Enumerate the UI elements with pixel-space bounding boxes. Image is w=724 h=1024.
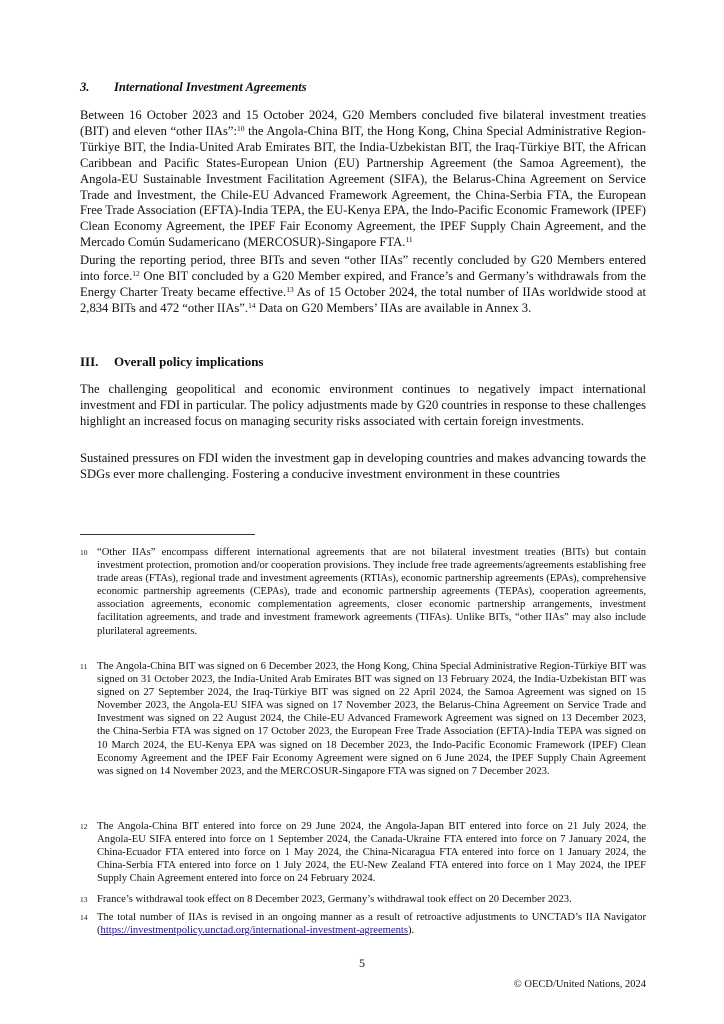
text-run: ). <box>407 925 415 937</box>
text-run: Between 16 October 2023 and 15 October 2024, G20 Members concluded five bilateral investment treaties (BIT) and eleven “other IIAs”: <box>80 108 646 138</box>
copyright-notice: © OECD/United Nations, 2024 <box>513 979 646 990</box>
paragraph-iias-entered-force <box>80 253 646 317</box>
footnote-text: France’s withdrawal took effect on 8 December 2023, Germany’s withdrawal took effect on 20 December 2023. <box>97 894 572 905</box>
text-run: the Angola-China BIT, the Hong Kong, China Special Administrative Region-Türkiye BIT, the India-United Arab Emirates BIT, the India-Uzbekistan BIT, the Iraq-Türkiye BIT, the African Caribbean and Pacific States-European Union (EU) Partnership Agreement (the Samoa Agreement), the Angola-EU Sustainable Investment Facilitation Agreement (SIFA), the Belarus-China Agreement on Service Trade and Investment, the Chile-EU Advanced Framework Agreement, the China-Serbia FTA, the European Free Trade Association (EFTA)-India TEPA, the EU-Kenya EPA, the Indo-Pacific Economic Framework (IPEF) Clean Economy Agreement, the IPEF Fair Economy Agreement, the IPEF Supply Chain Agreement, and the Mercado Común Sudamericano (MERCOSUR)-Singapore FTA. <box>80 123 646 250</box>
footnote-14 <box>80 911 646 937</box>
paragraph-iias-concluded <box>80 108 646 251</box>
text-run: During the reporting period, three BITs and seven “other IIAs” recently concluded by G20 Members entered into force. <box>80 253 646 283</box>
footnote-mark: 10 <box>80 548 88 557</box>
footnote-12 <box>80 820 646 885</box>
footnote-text: The Angola-China BIT entered into force on 29 June 2024, the Angola-Japan BIT entered into force on 21 July 2024, the Angola-EU SIFA entered into force on 1 September 2024, the Canada-Ukraine FTA entered into force on 7 January 2024, the China-Ecuador FTA entered into force on 1 May 2024, the China-Nicaragua FTA entered into force on 1 January 2024, the China-Serbia FTA entered into force on 1 July 2024, the EU-New Zealand FTA entered into force on 1 May 2024, the IPEF Supply Chain Agreement entered into force on 24 February 2024. <box>97 821 646 885</box>
paragraph-policy-environment: The challenging geopolitical and economic environment continues to negatively impact international investment and FDI in particular. The policy adjustments made by G20 countries in response to these challenges highlight an increased focus on managing security risks associated with certain foreign investments. <box>80 382 647 428</box>
footnote-10 <box>80 546 646 638</box>
text-run: Data on G20 Members’ IIAs are available in Annex 3. <box>255 300 532 315</box>
footnote-11 <box>80 660 646 778</box>
footnote-mark: 12 <box>80 822 88 831</box>
section-title: Overall policy implications <box>114 354 264 369</box>
footnote-mark: 13 <box>80 895 88 904</box>
section-heading-3 <box>80 80 307 95</box>
footnote-ref-13[interactable]: 13 <box>286 284 294 294</box>
footnote-mark: 14 <box>80 913 88 922</box>
footnote-text: The Angola-China BIT was signed on 6 December 2023, the Hong Kong, China Special Administrative Region-Türkiye BIT was signed on 31 October 2023, the India-United Arab Emirates BIT was signed on 13 February 2024, the India-Uzbekistan BIT was signed on 27 September 2024, the Iraq-Türkiye BIT was signed on 22 April 2024, the Samoa Agreement was signed on 15 November 2023, the Angola-EU SIFA was signed on 17 November 2023, the Belarus-China Agreement on Service Trade and Investment was signed on 22 August 2024, the Chile-EU Advanced Framework Agreement was signed on 13 December 2023, the China-Serbia FTA was signed on 17 October 2023, the European Free Trade Association (EFTA)-India TEPA was signed on 10 March 2024, the EU-Kenya EPA was signed on 18 December 2023, the Indo-Pacific Economic Framework (IPEF) Clean Economy Agreement and the IPEF Fair Economy Agreement were signed on 6 June 2024, the IPEF Supply Chain Agreement was signed on 14 November 2023, and the MERCOSUR-Singapore FTA was signed on 7 December 2023. <box>97 661 646 777</box>
text-run: The total number of IIAs is revised in an ongoing manner as a result of retroactive adjustments to UNCTAD’s IIA Navigator ( <box>97 912 646 937</box>
footnote-13 <box>80 893 646 906</box>
section-number: III. <box>80 354 99 369</box>
section-heading-III <box>80 354 264 370</box>
section-title: International Investment Agreements <box>114 80 307 94</box>
text-run: One BIT concluded by a G20 Member expired, and France’s and Germany’s withdrawals from the Energy Charter Treaty became effective. <box>80 268 646 299</box>
iia-navigator-link[interactable]: https://investmentpolicy.unctad.org/international-investment-agreements <box>100 925 408 937</box>
footnote-ref-14[interactable]: 14 <box>248 300 256 310</box>
footnote-text: “Other IIAs” encompass different international agreements that are not bilateral investment treaties (BITs) but contain investment protection, promotion and/or cooperation provisions. They include free trade agreements/agreements establishing free trade areas (FTAs), regional trade and investment agreements (RTIAs), economic partnership agreements (EPAs), comprehensive economic partnership agreements (CEPAs), trade and economic partnership agreements (TEPAs), cooperation agreements, association agreements, economic complementation agreements, closer economic partnership arrangements, investment facilitation agreements, and trade and investment framework agreements (TIFAs). Unlike BITs, “other IIAs” may also include plurilateral agreements. <box>97 547 646 637</box>
footnote-text <box>97 911 646 937</box>
footnote-divider <box>80 534 255 535</box>
paragraph-fdi-pressures: Sustained pressures on FDI widen the investment gap in developing countries and makes advancing towards the SDGs ever more challenging. Fostering a conducive investment environment in these countries <box>80 451 646 481</box>
footnote-mark: 11 <box>80 662 88 671</box>
section-number: 3. <box>80 80 90 94</box>
footnote-ref-10[interactable]: 10 <box>237 123 245 133</box>
page-number: 5 <box>359 956 365 970</box>
footnote-ref-12[interactable]: 12 <box>132 268 140 278</box>
footnote-ref-11[interactable]: 11 <box>405 235 413 245</box>
text-run: As of 15 October 2024, the total number of IIAs worldwide stood at 2,834 BITs and 472 “other IIAs”. <box>80 284 646 315</box>
